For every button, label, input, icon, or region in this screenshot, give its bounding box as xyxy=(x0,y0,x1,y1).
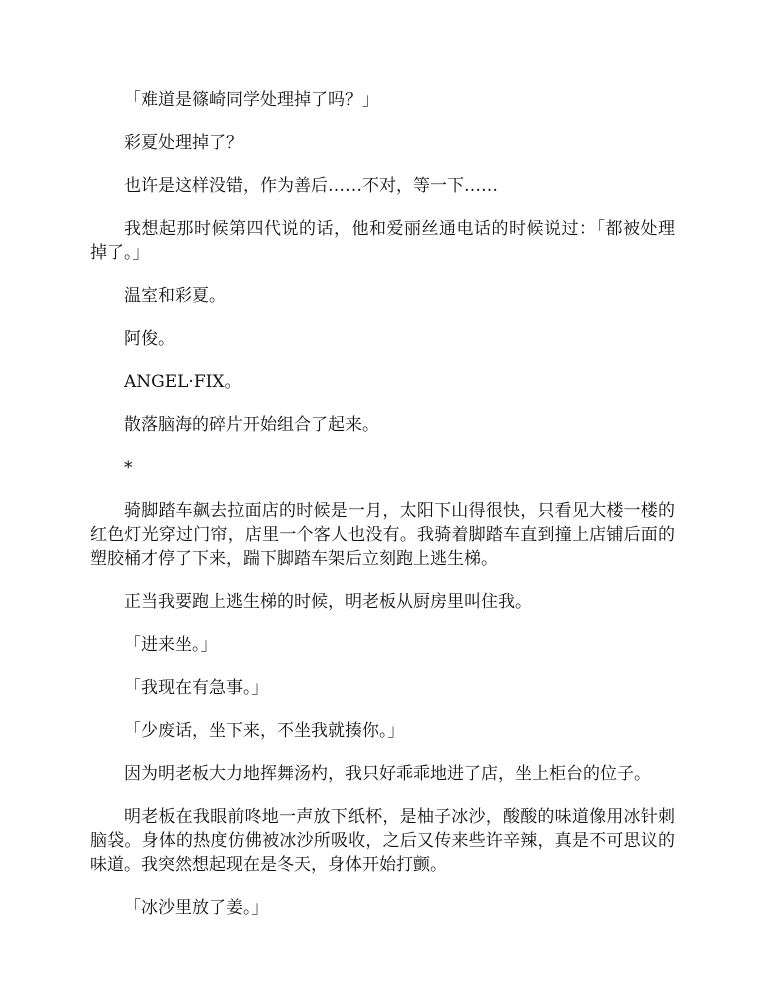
paragraph: 彩夏处理掉了？ xyxy=(124,133,243,153)
paragraph: 因为明老板大力地挥舞汤杓，我只好乖乖地进了店，坐上柜台的位子。 xyxy=(124,764,651,784)
paragraph: 「进来坐。」 xyxy=(124,635,218,655)
paragraph: 明老板在我眼前咚地一声放下纸杯，是柚子冰沙，酸酸的味道像用冰针刺脑袋。身体的热度仿佛被冰沙所吸收，之后又传来些许辛辣，真是不可思议的味道。我突然想起现在是冬天，身体开始打颤。 xyxy=(90,807,675,875)
paragraph: 温室和彩夏。 xyxy=(124,286,226,306)
paragraph: 骑脚踏车飙去拉面店的时候是一月，太阳下山得很快，只看见大楼一楼的红色灯光穿过门帘，店里一个客人也没有。我骑着脚踏车直到撞上店铺后面的塑胶桶才停了下来，踹下脚踏车架后立刻跑上逃生梯。 xyxy=(90,501,675,569)
paragraph: 正当我要跑上逃生梯的时候，明老板从厨房里叫住我。 xyxy=(124,592,532,612)
paragraph: 散落脑海的碎片开始组合了起来。 xyxy=(124,415,379,435)
paragraph: 「冰沙里放了姜。」 xyxy=(124,898,269,918)
paragraph: 阿俊。 xyxy=(124,329,175,349)
section-break: * xyxy=(124,458,133,478)
paragraph: 「少废话，坐下来，不坐我就揍你。」 xyxy=(124,721,405,741)
paragraph: ANGEL·FIX。 xyxy=(124,372,242,392)
document-body xyxy=(90,88,675,939)
paragraph: 「难道是篠崎同学处理掉了吗？」 xyxy=(124,90,379,110)
paragraph: 我想起那时候第四代说的话，他和爱丽丝通电话的时候说过：「都被处理掉了。」 xyxy=(90,219,675,263)
paragraph: 也许是这样没错，作为善后……不对，等一下…… xyxy=(124,176,498,196)
paragraph: 「我现在有急事。」 xyxy=(124,678,269,698)
